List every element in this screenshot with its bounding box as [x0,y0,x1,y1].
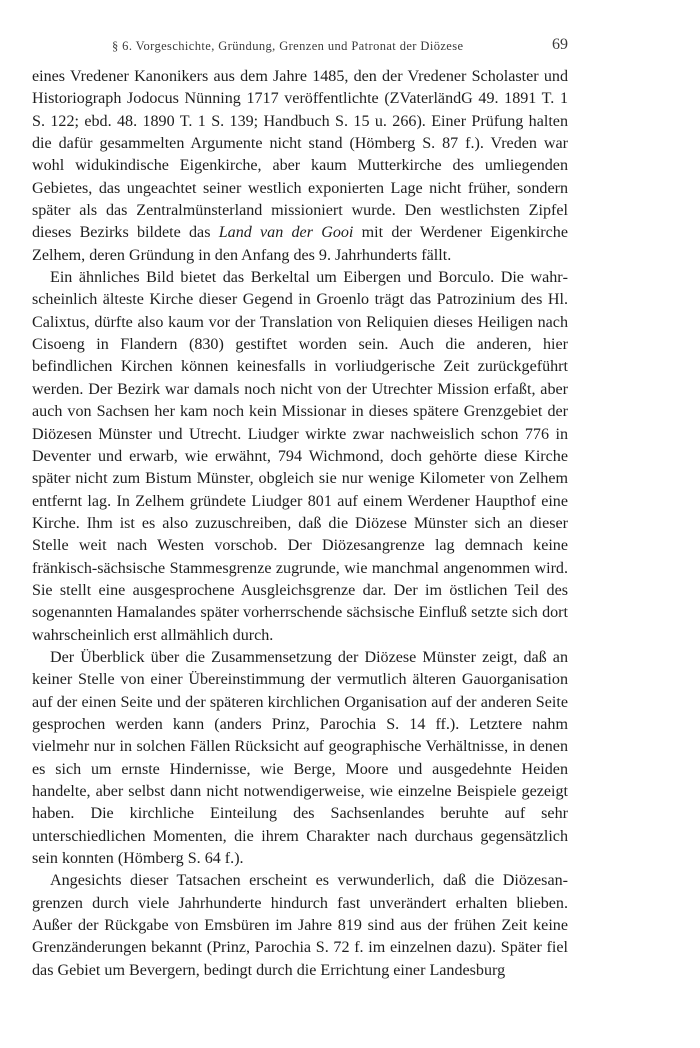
paragraph-1 [32,66,568,267]
paragraph-2: Ein ähnliches Bild bietet das Berkeltal um Eibergen und Borculo. Die wahrscheinlich älteste Kirche dieser Gegend in Groenlo trägt das Patrozinium des Hl. Calixtus, dürfte also kaum vor der Translation von Reliquien dieses Heiligen nach Cisoeng in Flandern (830) gestiftet worden sein. Auch die anderen, hier befindlichen Kirchen können keinesfalls in vorliudgerische Zeit zurückgeführt werden. Der Bezirk war damals noch nicht von der Utrechter Mission erfaßt, aber auch von Sachsen her kam noch kein Missionar in dieses spätere Grenzgebiet der Diözesen Münster und Utrecht. Liudger wirkte zwar nachweislich schon 776 in Deventer und erwarb, wie erwähnt, 794 Wichmond, doch gehörte diese Kirche später nicht zum Bistum Münster, obgleich sie nur wenige Kilometer von Zelhem entfernt lag. In Zelhem gründete Liudger 801 auf einem Werdener Haupthof eine Kirche. Ihm ist es also zuzuschreiben, daß die Diözese Münster sich an dieser Stelle weit nach Westen vorschob. Der Diözesangrenze lag demnach keine fränkisch-sächsische Stammesgrenze zugrunde, wie manchmal angenommen wird. Sie stellt eine ausgesprochene Ausgleichsgrenze dar. Der im östlichen Teil des sogenannten Hamalandes später vorherrschende sächsische Einfluß setzte sich dort wahrscheinlich erst allmählich durch. [32,269,568,644]
page-number: 69 [552,36,568,53]
place-name-italic: Land van der Gooi [218,224,354,242]
running-head: § 6. Vorgeschichte, Gründung, Grenzen und Patronat der Diözese [112,39,464,53]
paragraph-1-text-after: mit der Werdener Eigenkirche Zelhem, deren Gründung in den Anfang des 9. Jahrhunderts fällt. [32,224,568,264]
paragraph-1-text-before: eines Vredener Kanonikers aus dem Jahre 1485, den der Vredener Scholaster und Historiograph Jodocus Nünning 1717 veröffentlichte (ZVaterländG 49. 1891 T. 1 S. 122; ebd. 48. 1890 T. 1 S. 139; Handbuch S. 15 u. 266). Einer Prüfung halten die dafür gesammelten Argumente nicht stand (Hömberg S. 87 f.). Vreden war wohl widukindische Eigenkirche, aber kaum Mutterkirche des umliegenden Gebietes, das ungeachtet seiner westlich exponierten Lage nicht früher, sondern später als das Zentralmünsterland missioniert wurde. Den westlichsten Zipfel dieses Bezirks bildete das [32,68,568,242]
paragraph-4: Angesichts dieser Tatsachen erscheint es verwunderlich, daß die Diözesangrenzen durch viele Jahrhunderte hindurch fast unverändert erhalten blieben. Außer der Rückgabe von Emsbüren im Jahre 819 sind aus der frühen Zeit keine Grenzänderungen bekannt (Prinz, Parochia S. 72 f. im einzelnen dazu). Später fiel das Gebiet um Bevergern, bedingt durch die Errichtung einer Landesburg [32,872,568,979]
page-header [0,34,700,58]
body-text [32,66,568,982]
paragraph-3: Der Überblick über die Zusammensetzung der Diözese Münster zeigt, daß an keiner Stelle von einer Übereinstimmung der vermutlich älteren Gauorganisation auf der einen Seite und der späteren kirchlichen Organisation auf der anderen Seite gesprochen werden kann (anders Prinz, Parochia S. 14 ff.). Letztere nahm vielmehr nur in solchen Fällen Rücksicht auf geographische Verhältnisse, in denen es sich um ernste Hindernisse, wie Berge, Moore und ausgedehnte Heiden handelte, aber selbst dann nicht notwendigerweise, wie einzelne Beispiele gezeigt haben. Die kirchliche Einteilung des Sachsenlandes beruhte auf sehr unterschiedlichen Momenten, die ihrem Charakter nach durchaus gegensätzlich sein konnten (Hömberg S. 64 f.). [32,648,568,868]
